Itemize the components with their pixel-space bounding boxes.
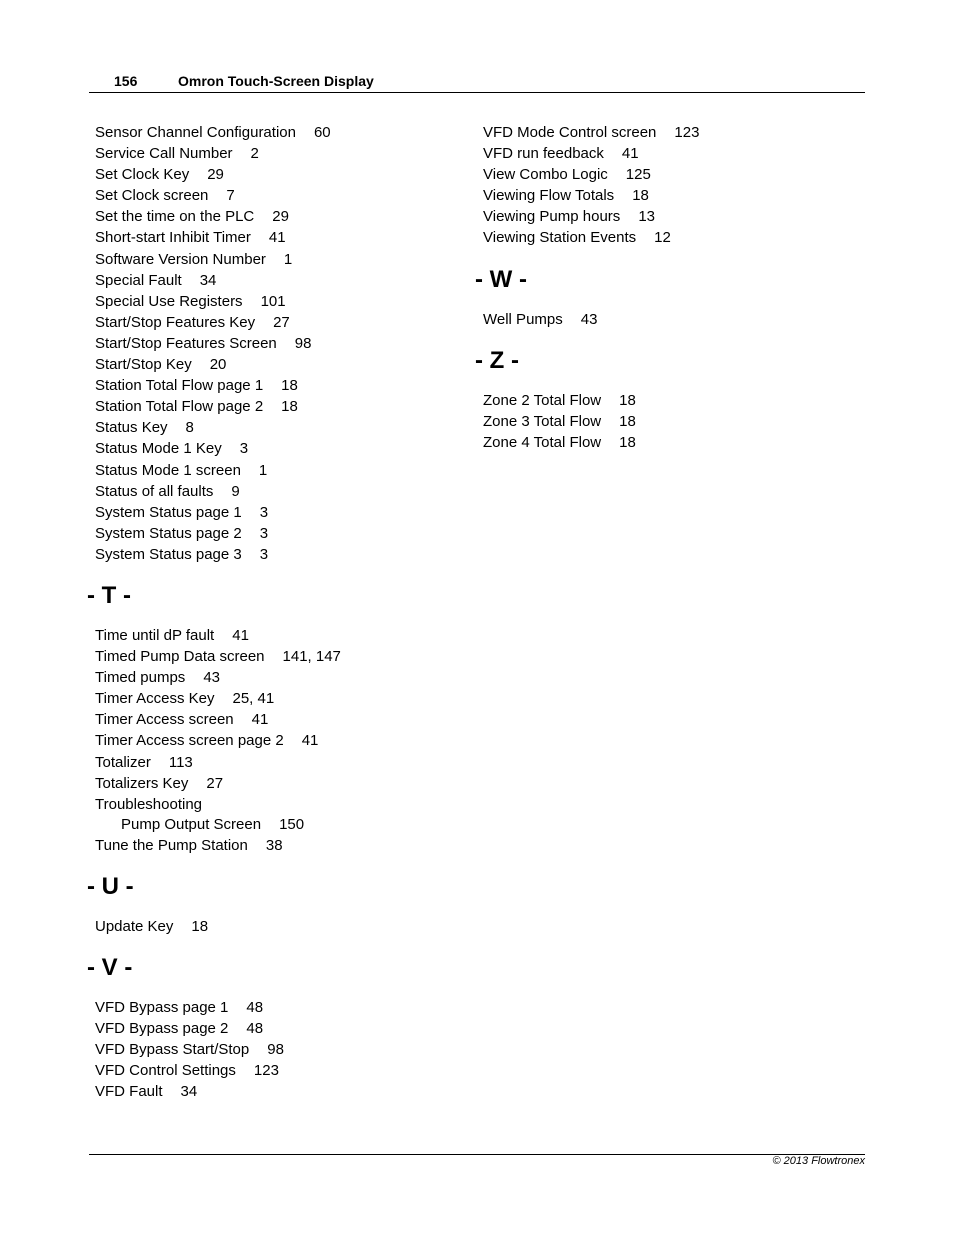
index-term: Timer Access screen — [95, 711, 234, 729]
index-page-ref[interactable]: 27 — [206, 774, 224, 792]
index-entry — [95, 185, 455, 206]
section-heading-t: - T - — [87, 581, 131, 609]
index-term: Status of all faults — [95, 482, 214, 500]
index-group-s — [95, 122, 455, 565]
index-page-ref[interactable]: 3 — [259, 524, 269, 542]
index-entry — [95, 375, 455, 396]
index-page-ref[interactable]: 123 — [253, 1062, 279, 1080]
index-entry — [95, 794, 455, 814]
index-term: VFD Bypass page 2 — [95, 1020, 229, 1038]
index-term: Zone 4 Total Flow — [483, 433, 602, 451]
index-page-ref[interactable]: 25, 41 — [232, 690, 275, 708]
index-group-u — [95, 916, 455, 937]
index-page-ref[interactable]: 43 — [580, 310, 598, 328]
index-page-ref[interactable]: 41 — [251, 711, 269, 729]
index-term: Time until dP fault — [95, 626, 215, 644]
index-entry — [95, 709, 455, 730]
index-entry — [95, 481, 455, 502]
index-page-ref[interactable]: 113 — [168, 753, 193, 771]
index-page-ref[interactable]: 141, 147 — [282, 648, 341, 666]
index-term: Totalizers Key — [95, 774, 189, 792]
index-subentry — [95, 814, 455, 835]
index-entry — [95, 1039, 455, 1060]
index-page-ref[interactable]: 123 — [674, 124, 700, 141]
index-column-right — [475, 122, 843, 453]
index-entry — [95, 122, 455, 143]
index-term: Set Clock Key — [95, 166, 190, 184]
index-page-ref[interactable]: 150 — [279, 815, 305, 833]
index-page-ref[interactable]: 43 — [203, 669, 220, 687]
index-page-ref[interactable]: 18 — [281, 398, 298, 416]
page-number: 156 — [114, 73, 138, 89]
index-entry — [95, 835, 455, 856]
index-entry — [95, 396, 455, 417]
index-term: Station Total Flow page 1 — [95, 377, 264, 395]
page-header — [89, 72, 865, 93]
index-page-ref[interactable]: 48 — [246, 999, 264, 1016]
index-page-ref[interactable]: 27 — [273, 313, 290, 331]
index-term: Software Version Number — [95, 250, 266, 268]
index-term: Status Mode 1 Key — [95, 440, 222, 458]
index-term: Totalizer — [95, 753, 151, 771]
index-term: Special Fault — [95, 271, 182, 289]
index-term: Tune the Pump Station — [95, 836, 248, 854]
index-page-ref[interactable]: 3 — [259, 503, 269, 521]
index-entry — [95, 1018, 455, 1039]
index-entry — [483, 122, 843, 143]
index-column-left — [87, 122, 455, 1102]
index-entry — [483, 206, 843, 227]
index-page-ref[interactable]: 18 — [619, 391, 636, 409]
copyright-notice: © 2013 Flowtronex — [772, 1155, 865, 1167]
index-entry — [95, 417, 455, 438]
index-entry — [95, 206, 455, 227]
index-subterm: Pump Output Screen — [121, 815, 262, 833]
index-entry — [95, 523, 455, 544]
index-page-ref[interactable]: 18 — [632, 187, 649, 205]
index-group-v — [95, 997, 455, 1102]
index-term: Status Mode 1 screen — [95, 461, 241, 479]
index-page-ref[interactable]: 7 — [226, 187, 235, 205]
index-entry — [483, 185, 843, 206]
index-entry — [95, 544, 455, 565]
index-page-ref[interactable]: 18 — [281, 377, 298, 395]
index-page-ref[interactable]: 29 — [207, 166, 224, 184]
index-term: Timed Pump Data screen — [95, 648, 265, 666]
index-page-ref[interactable]: 101 — [260, 292, 286, 310]
index-term: View Combo Logic — [483, 166, 608, 184]
index-entry — [95, 502, 455, 523]
index-entry — [95, 730, 455, 751]
index-entry — [95, 752, 455, 773]
index-group-t — [95, 625, 455, 856]
index-page-ref[interactable]: 60 — [313, 124, 331, 141]
index-page-ref[interactable]: 34 — [180, 1083, 198, 1101]
index-entry — [483, 143, 843, 164]
index-group-w — [483, 309, 843, 330]
index-term: Start/Stop Key — [95, 356, 192, 374]
index-entry — [95, 916, 455, 937]
index-term: System Status page 3 — [95, 545, 242, 563]
index-page-ref[interactable]: 125 — [625, 166, 651, 184]
index-entry — [95, 667, 455, 688]
index-entry — [483, 227, 843, 248]
index-entry — [483, 411, 843, 432]
index-entry — [95, 460, 455, 481]
index-term: Well Pumps — [483, 310, 563, 328]
index-term: Short-start Inhibit Timer — [95, 229, 251, 247]
index-page-ref[interactable]: 3 — [239, 440, 249, 458]
index-page-ref[interactable]: 34 — [199, 271, 217, 289]
index-term: VFD Control Settings — [95, 1062, 236, 1080]
index-entry — [95, 625, 455, 646]
index-term: VFD Bypass Start/Stop — [95, 1041, 250, 1059]
index-term: VFD Mode Control screen — [483, 124, 657, 141]
index-page-ref[interactable]: 8 — [185, 419, 194, 437]
index-term: Start/Stop Features Screen — [95, 334, 277, 352]
index-entry — [483, 390, 843, 411]
index-entry — [95, 354, 455, 375]
section-heading-z: - Z - — [475, 346, 519, 374]
index-page-ref[interactable]: 38 — [265, 836, 283, 854]
index-page-ref[interactable]: 9 — [231, 482, 240, 500]
index-entry — [95, 773, 455, 794]
index-entry — [95, 997, 455, 1018]
index-page-ref[interactable]: 1 — [258, 461, 268, 479]
index-term: VFD Fault — [95, 1083, 163, 1101]
index-page-ref[interactable]: 98 — [267, 1041, 284, 1059]
index-term: Set Clock screen — [95, 187, 209, 205]
index-page-ref[interactable]: 12 — [654, 229, 671, 247]
index-term: Status Key — [95, 419, 168, 437]
index-term: VFD run feedback — [483, 145, 604, 163]
index-term: Troubleshooting — [95, 795, 203, 813]
index-page-ref[interactable]: 18 — [619, 412, 636, 430]
index-page-ref[interactable]: 29 — [272, 208, 289, 226]
index-page-ref[interactable]: 41 — [268, 229, 286, 247]
index-entry — [95, 143, 455, 164]
index-page-ref[interactable]: 3 — [259, 545, 269, 563]
index-entry — [95, 291, 455, 312]
index-group-v-cont — [483, 122, 843, 249]
index-page-ref[interactable]: 41 — [301, 732, 319, 750]
index-term: Timer Access screen page 2 — [95, 732, 284, 750]
index-entry — [95, 333, 455, 354]
index-page-ref[interactable]: 98 — [294, 334, 312, 352]
index-term: Service Call Number — [95, 145, 233, 163]
index-entry — [95, 227, 455, 248]
header-title: Omron Touch-Screen Display — [178, 73, 374, 89]
index-entry — [483, 432, 843, 453]
section-heading-w: - W - — [475, 265, 527, 293]
index-term: Start/Stop Features Key — [95, 313, 256, 331]
index-entry — [95, 249, 455, 270]
index-entry — [95, 688, 455, 709]
index-term: Zone 2 Total Flow — [483, 391, 602, 409]
section-heading-u: - U - — [87, 872, 134, 900]
index-term: Set the time on the PLC — [95, 208, 255, 226]
index-entry — [483, 309, 843, 330]
index-term: Zone 3 Total Flow — [483, 412, 602, 430]
index-entry — [483, 164, 843, 185]
index-page-ref[interactable]: 2 — [250, 145, 259, 163]
index-term: Viewing Pump hours — [483, 208, 621, 226]
index-page-ref[interactable]: 18 — [619, 433, 636, 451]
index-entry — [95, 312, 455, 333]
index-entry — [95, 438, 455, 459]
index-term: Viewing Flow Totals — [483, 187, 615, 205]
index-term: System Status page 2 — [95, 524, 242, 542]
index-page-ref[interactable]: 13 — [638, 208, 655, 226]
index-entry — [95, 270, 455, 291]
index-page-ref[interactable]: 20 — [209, 356, 227, 374]
index-page-ref[interactable]: 1 — [283, 250, 293, 268]
index-term: Viewing Station Events — [483, 229, 637, 247]
index-term: Timed pumps — [95, 669, 186, 687]
index-term: Special Use Registers — [95, 292, 243, 310]
index-term: Sensor Channel Configuration — [95, 124, 296, 141]
page-footer — [89, 1154, 865, 1167]
section-heading-v: - V - — [87, 954, 133, 981]
index-page-ref[interactable]: 41 — [621, 145, 639, 163]
index-term: Timer Access Key — [95, 690, 215, 708]
index-page-ref[interactable]: 41 — [232, 626, 249, 644]
index-entry — [95, 164, 455, 185]
index-term: Station Total Flow page 2 — [95, 398, 264, 416]
index-term: Update Key — [95, 917, 174, 935]
index-entry — [95, 1081, 455, 1102]
index-group-z — [483, 390, 843, 453]
index-entry — [95, 646, 455, 667]
index-page-ref[interactable]: 18 — [191, 917, 209, 935]
index-term: System Status page 1 — [95, 503, 242, 521]
index-page-ref[interactable]: 48 — [246, 1020, 264, 1038]
index-term: VFD Bypass page 1 — [95, 999, 229, 1016]
index-entry — [95, 1060, 455, 1081]
